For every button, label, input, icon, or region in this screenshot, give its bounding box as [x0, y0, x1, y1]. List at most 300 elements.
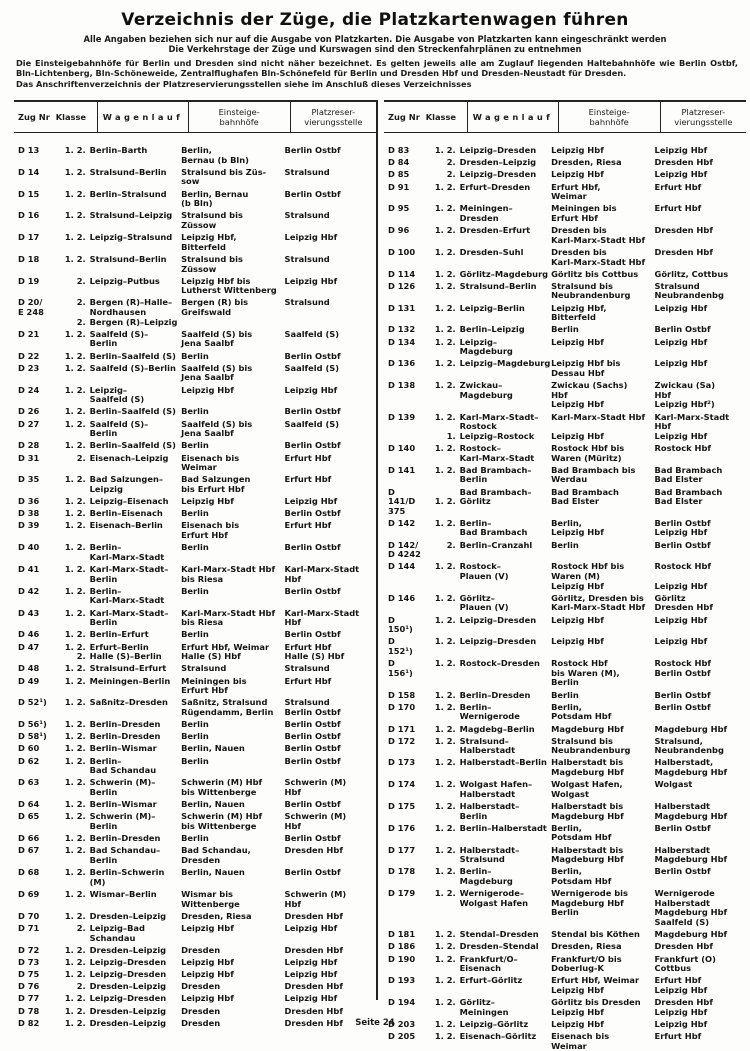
- header-einsteigebahnhoefe: Einsteige- bahnhöfe: [188, 102, 290, 132]
- cell-einsteigebahnhoefe: Meiningen bis Erfurt Hbf: [551, 203, 617, 223]
- cell-klasse: 1. 2.: [434, 888, 456, 899]
- cell-klasse: 1. 2.: [64, 1005, 86, 1016]
- cell-wagenlauf: Karl-Marx-Stadt– Rostock Leipzig–Rostock: [459, 411, 539, 441]
- cell-klasse: 1. 2.: [434, 302, 456, 313]
- cell-zug-nr: D 14: [18, 166, 40, 177]
- cell-klasse: 2.: [446, 157, 456, 168]
- cell-klasse: 1. 2.: [64, 629, 86, 640]
- cell-wagenlauf: Dresden–Leipzig: [89, 981, 167, 992]
- table-row: [384, 998, 746, 1017]
- cell-klasse: 1. 2. 1.: [434, 411, 456, 441]
- cell-zug-nr: D 146: [388, 592, 416, 603]
- cell-platzreservierungsstelle: Stralsund Neubrandenbg: [654, 280, 724, 301]
- cell-klasse: 1. 2.: [434, 941, 456, 952]
- table-row: [384, 976, 746, 995]
- cell-platzreservierungsstelle: Zwickau (Sa) Hbf Leipzig Hbf²): [654, 380, 716, 410]
- cell-einsteigebahnhoefe: Dresden bis Karl-Marx-Stadt Hbf: [551, 246, 646, 267]
- cell-platzreservierungsstelle: Erfurt Hbf: [654, 181, 702, 192]
- cell-zug-nr: D 35: [18, 474, 40, 485]
- table-row: [384, 659, 746, 688]
- cell-einsteigebahnhoefe: Dresden: [181, 944, 221, 955]
- table-row: [384, 170, 746, 180]
- table-row: [14, 407, 376, 417]
- cell-einsteigebahnhoefe: Leipzig Hbf: [551, 636, 604, 647]
- cell-zug-nr: D 77: [18, 993, 40, 1004]
- table-row: [14, 609, 376, 628]
- cell-klasse: 1. 2.: [64, 328, 86, 339]
- cell-platzreservierungsstelle: Saalfeld (S): [284, 362, 340, 373]
- cell-klasse: 1. 2.: [434, 735, 456, 746]
- cell-platzreservierungsstelle: Leipzig Hbf: [284, 993, 338, 1004]
- cell-zug-nr: D 23: [18, 362, 40, 373]
- cell-zug-nr: D 193: [388, 975, 416, 986]
- cell-zug-nr: D 56¹): [18, 719, 47, 730]
- cell-zug-nr: D 75: [18, 969, 40, 980]
- cell-wagenlauf: Stralsund–Leipzig: [89, 210, 173, 221]
- cell-zug-nr: D 69: [18, 888, 40, 899]
- cell-klasse: 1. 2.: [434, 268, 456, 279]
- cell-klasse: 1. 2.: [64, 675, 86, 686]
- table-row: [14, 890, 376, 909]
- cell-platzreservierungsstelle: Leipzig Hbf: [284, 496, 338, 507]
- table-row: [14, 497, 376, 507]
- cell-platzreservierungsstelle: Leipzig Hbf: [654, 1018, 708, 1029]
- cell-einsteigebahnhoefe: Berlin: [551, 539, 579, 550]
- cell-klasse: 1. 2.: [434, 844, 456, 855]
- cell-einsteigebahnhoefe: Dresden, Riesa: [181, 910, 252, 921]
- cell-klasse: 1. 2.: [64, 993, 86, 1004]
- cell-platzreservierungsstelle: Dresden Hbf Leipzig Hbf: [654, 997, 713, 1017]
- cell-einsteigebahnhoefe: Berlin: [181, 585, 209, 596]
- cell-zug-nr: D 186: [388, 941, 416, 952]
- cell-klasse: 1. 2.: [64, 755, 86, 766]
- cell-wagenlauf: Berlin–Dresden: [89, 719, 161, 730]
- cell-platzreservierungsstelle: Leipzig Hbf: [654, 336, 708, 347]
- cell-zug-nr: D 95: [388, 203, 410, 214]
- cell-wagenlauf: Saalfeld (S)– Berlin: [89, 418, 149, 439]
- cell-wagenlauf: Meiningen– Dresden: [459, 203, 513, 223]
- cell-klasse: 1. 2.: [64, 520, 86, 531]
- cell-einsteigebahnhoefe: Stendal bis Köthen: [551, 929, 640, 940]
- cell-einsteigebahnhoefe: Leipzig Hbf bis Lutherst Wittenberg: [181, 275, 277, 296]
- cell-einsteigebahnhoefe: Dresden: [181, 981, 221, 992]
- cell-wagenlauf: Meiningen–Berlin: [89, 675, 171, 686]
- cell-klasse: 1. 2.: [64, 210, 86, 221]
- table-row: [14, 643, 376, 662]
- cell-wagenlauf: Magdebg–Berlin: [459, 723, 535, 734]
- cell-platzreservierungsstelle: Leipzig Hbf: [654, 145, 708, 155]
- cell-klasse: 1. 2.: [64, 440, 86, 451]
- table-row: [14, 277, 376, 296]
- table-row: [384, 146, 746, 156]
- cell-zug-nr: D 144: [388, 561, 416, 572]
- cell-klasse: 1. 2.: [434, 380, 456, 391]
- cell-platzreservierungsstelle: Berlin Ostbf: [284, 755, 341, 766]
- cell-wagenlauf: Berlin–Dresden: [459, 689, 531, 700]
- cell-wagenlauf: Leipzig–Magdeburg: [459, 358, 551, 369]
- table-row: [14, 970, 376, 980]
- table-row: [14, 698, 376, 717]
- cell-wagenlauf: Berlin–Saalfeld (S): [89, 406, 176, 417]
- cell-klasse: 2.: [446, 169, 456, 180]
- table-row: [384, 942, 746, 952]
- cell-einsteigebahnhoefe: Berlin: [551, 324, 579, 335]
- cell-klasse: 2.: [76, 981, 86, 992]
- cell-wagenlauf: Leipzig–Bad Schandau: [89, 922, 145, 943]
- cell-einsteigebahnhoefe: Dresden: [181, 1017, 221, 1028]
- cell-zug-nr: D 158: [388, 689, 416, 700]
- cell-wagenlauf: Berlin–Eisenach: [89, 508, 163, 519]
- cell-wagenlauf: Leipzig–Putbus: [89, 275, 160, 286]
- cell-klasse: 1. 2.: [434, 997, 456, 1008]
- cell-klasse: 1. 2.: [434, 929, 456, 940]
- table-row: [14, 420, 376, 439]
- cell-einsteigebahnhoefe: Dresden: [181, 1005, 221, 1016]
- cell-wagenlauf: Berlin–Saalfeld (S): [89, 350, 176, 361]
- cell-platzreservierungsstelle: Berlin Ostbf: [654, 539, 711, 550]
- cell-klasse: 1. 2.: [64, 362, 86, 373]
- table-row: [384, 703, 746, 722]
- cell-klasse: 1. 2.: [64, 944, 86, 955]
- table-body: [384, 133, 746, 1051]
- cell-wagenlauf: Eisenach–Berlin: [89, 520, 163, 531]
- cell-platzreservierungsstelle: Dresden Hbf: [654, 246, 713, 257]
- cell-klasse: 1. 2.: [434, 779, 456, 790]
- table-row: [384, 594, 746, 613]
- cell-wagenlauf: Halberstadt– Berlin: [459, 801, 520, 821]
- subtitle-1: Alle Angaben beziehen sich nur auf die Ausgabe von Platzkarten. Die Ausgabe von Platzkarten kann eingeschränkt werden: [83, 34, 667, 44]
- cell-wagenlauf: Wernigerode– Wolgast Hafen: [459, 888, 529, 908]
- cell-zug-nr: D 173: [388, 757, 416, 768]
- cell-wagenlauf: Dresden–Stendal: [459, 941, 539, 952]
- cell-klasse: 1. 2.: [434, 280, 456, 291]
- table-row: [14, 587, 376, 606]
- header-wagenlauf: Wagenlauf: [97, 102, 187, 132]
- cell-wagenlauf: Saalfeld (S)– Berlin: [89, 328, 149, 349]
- cell-wagenlauf: Berlin–Cranzahl: [459, 539, 533, 550]
- cell-einsteigebahnhoefe: Leipzig Hbf, Bitterfeld: [181, 232, 237, 252]
- cell-zug-nr: D 142/ D 4242: [388, 539, 421, 560]
- cell-wagenlauf: Berlin–Erfurt: [89, 629, 149, 640]
- table-row: [14, 441, 376, 451]
- cell-platzreservierungsstelle: Berlin Ostbf: [284, 799, 341, 810]
- cell-klasse: 1. 2.: [64, 910, 86, 921]
- cell-klasse: 1. 2.: [64, 145, 86, 155]
- cell-platzreservierungsstelle: Wernigerode Halberstadt Magdeburg Hbf Saalfeld (S): [654, 888, 728, 927]
- cell-platzreservierungsstelle: Görlitz, Cottbus: [654, 268, 729, 279]
- cell-klasse: 1. 2.: [64, 232, 86, 243]
- cell-platzreservierungsstelle: Stralsund: [284, 297, 330, 308]
- cell-einsteigebahnhoefe: Leipzig Hbf: [181, 993, 234, 1004]
- cell-platzreservierungsstelle: Dresden Hbf: [654, 225, 713, 236]
- cell-zug-nr: D 68: [18, 867, 40, 878]
- cell-zug-nr: D 178: [388, 866, 416, 877]
- cell-zug-nr: D 82: [18, 1017, 40, 1028]
- cell-einsteigebahnhoefe: Halberstadt bis Magdeburg Hbf: [551, 801, 624, 821]
- cell-wagenlauf: Bad Brambach– Berlin: [459, 464, 532, 485]
- cell-platzreservierungsstelle: Dresden Hbf: [284, 981, 343, 992]
- cell-platzreservierungsstelle: Rostock Hbf: [654, 442, 712, 453]
- cell-zug-nr: D 132: [388, 324, 416, 335]
- table-body: [14, 133, 376, 1028]
- cell-einsteigebahnhoefe: Bad Salzungen bis Erfurt Hbf: [181, 474, 251, 494]
- cell-platzreservierungsstelle: Schwerin (M) Hbf: [284, 777, 347, 798]
- table-row: [14, 868, 376, 887]
- cell-wagenlauf: Berlin–Saalfeld (S): [89, 440, 176, 451]
- table-row: [384, 562, 746, 591]
- table-row: [14, 521, 376, 540]
- cell-zug-nr: D 136: [388, 358, 416, 369]
- cell-platzreservierungsstelle: Berlin Ostbf: [284, 440, 341, 451]
- table-row: [14, 924, 376, 943]
- cell-platzreservierungsstelle: Dresden Hbf: [284, 845, 343, 856]
- cell-zug-nr: D 52¹): [18, 697, 47, 708]
- table-row: [14, 846, 376, 865]
- cell-einsteigebahnhoefe: Leipzig Hbf: [551, 169, 604, 180]
- cell-klasse: 1. 2.: [64, 166, 86, 177]
- cell-wagenlauf: Bad Salzungen– Leipzig: [89, 474, 164, 494]
- cell-klasse: 1. 2.: [434, 336, 456, 347]
- cell-zug-nr: D 156¹): [388, 658, 413, 678]
- cell-wagenlauf: Karl-Marx-Stadt– Berlin: [89, 607, 169, 628]
- cell-platzreservierungsstelle: Berlin Ostbf: [284, 508, 341, 519]
- cell-einsteigebahnhoefe: Eisenach bis Erfurt Hbf: [181, 520, 240, 541]
- cell-klasse: 1. 2.: [64, 508, 86, 519]
- cell-einsteigebahnhoefe: Leipzig Hbf bis Dessau Hbf: [551, 358, 621, 378]
- cell-klasse: 1. 2.: [434, 145, 456, 155]
- cell-zug-nr: D 190: [388, 953, 416, 964]
- note-anschriftenverzeichnis: Das Anschriftenverzeichnis der Platzreservierungsstellen siehe im Anschluß dieses Verzeichnisses: [16, 79, 472, 89]
- header-einsteigebahnhoefe: Einsteige- bahnhöfe: [558, 102, 660, 132]
- cell-platzreservierungsstelle: Berlin Ostbf: [284, 833, 341, 844]
- cell-platzreservierungsstelle: Saalfeld (S): [284, 328, 340, 339]
- table-row: [14, 386, 376, 405]
- table-row: [14, 330, 376, 349]
- cell-platzreservierungsstelle: Dresden Hbf: [654, 157, 713, 168]
- cell-platzreservierungsstelle: Stralsund: [284, 166, 330, 177]
- cell-einsteigebahnhoefe: Berlin, Potsdam Hbf: [551, 701, 612, 722]
- cell-zug-nr: D 131: [388, 302, 416, 313]
- cell-einsteigebahnhoefe: Berlin, Nauen: [181, 799, 245, 810]
- cell-wagenlauf: Stralsund–Berlin: [89, 253, 167, 264]
- cell-zug-nr: D 24: [18, 384, 40, 395]
- cell-zug-nr: D 16: [18, 210, 40, 221]
- table-row: [384, 955, 746, 974]
- cell-einsteigebahnhoefe: Berlin: [181, 440, 209, 451]
- table-row: [384, 413, 746, 442]
- cell-platzreservierungsstelle: Berlin Ostbf: [654, 866, 711, 877]
- cell-einsteigebahnhoefe: Saßnitz, Stralsund Rügendamm, Berlin: [181, 697, 274, 717]
- cell-zug-nr: D 91: [388, 181, 410, 192]
- cell-platzreservierungsstelle: Erfurt Hbf Halle (S) Hbf: [284, 641, 345, 662]
- cell-zug-nr: D 48: [18, 663, 40, 674]
- cell-zug-nr: D 73: [18, 956, 40, 967]
- table-header: [384, 102, 746, 133]
- table-row: [384, 304, 746, 323]
- cell-einsteigebahnhoefe: Bergen (R) bis Greifswald: [181, 297, 249, 318]
- cell-wagenlauf: Leipzig–Eisenach: [89, 496, 169, 507]
- cell-zug-nr: D 58¹): [18, 731, 47, 742]
- cell-einsteigebahnhoefe: Berlin: [181, 542, 209, 553]
- cell-zug-nr: D 47: [18, 641, 40, 652]
- cell-wagenlauf: Schwerin (M)– Berlin: [89, 811, 156, 831]
- cell-klasse: 1. 2.: [434, 723, 456, 734]
- cell-wagenlauf: Leipzig–Dresden: [459, 614, 537, 625]
- cell-klasse: 1. 2.: [434, 464, 456, 475]
- cell-wagenlauf: Schwerin (M)– Berlin: [89, 777, 156, 798]
- cell-einsteigebahnhoefe: Berlin: [181, 719, 209, 730]
- cell-platzreservierungsstelle: Erfurt Hbf: [284, 520, 332, 531]
- cell-wagenlauf: Erfurt–Dresden: [459, 181, 531, 192]
- cell-zug-nr: D 126: [388, 280, 416, 291]
- cell-klasse: 1. 2.: [434, 636, 456, 647]
- cell-platzreservierungsstelle: Erfurt Hbf: [284, 474, 332, 485]
- table-row: [14, 664, 376, 674]
- header-klasse: Klasse: [425, 112, 457, 122]
- table-row: [14, 912, 376, 922]
- cell-klasse: 1. 2.: [64, 188, 86, 199]
- cell-klasse: 1. 2.: [434, 246, 456, 257]
- cell-wagenlauf: Erfurt–Berlin Halle (S)–Berlin: [89, 641, 162, 662]
- cell-zug-nr: D 19: [18, 275, 40, 286]
- cell-platzreservierungsstelle: Leipzig Hbf: [654, 358, 708, 369]
- cell-einsteigebahnhoefe: Berlin: [181, 508, 209, 519]
- cell-einsteigebahnhoefe: Leipzig Hbf: [551, 1018, 604, 1029]
- cell-einsteigebahnhoefe: Saalfeld (S) bis Jena Saalbf: [181, 362, 253, 383]
- cell-einsteigebahnhoefe: Wolgast Hafen, Wolgast: [551, 779, 623, 799]
- cell-wagenlauf: Dresden–Suhl: [459, 246, 524, 257]
- subtitle-2: Die Verkehrstage der Züge und Kurswagen sind den Streckenfahrplänen zu entnehmen: [168, 44, 582, 54]
- cell-einsteigebahnhoefe: Frankfurt/O bis Doberlug-K: [551, 953, 622, 974]
- cell-einsteigebahnhoefe: Leipzig Hbf: [551, 336, 604, 347]
- table-row: [384, 444, 746, 463]
- cell-zug-nr: D 42: [18, 585, 40, 596]
- cell-platzreservierungsstelle: Leipzig Hbf: [284, 384, 338, 395]
- cell-zug-nr: D 141: [388, 464, 416, 475]
- cell-einsteigebahnhoefe: Schwerin (M) Hbf bis Wittenberge: [181, 777, 263, 798]
- cell-zug-nr: D 62: [18, 755, 40, 766]
- cell-klasse: 1. 2.: [434, 953, 456, 964]
- cell-einsteigebahnhoefe: Wernigerode bis Magdeburg Hbf Berlin: [551, 888, 628, 918]
- page-number: Seite 24: [355, 1018, 395, 1028]
- table-row: [14, 732, 376, 742]
- cell-platzreservierungsstelle: Dresden Hbf: [284, 1017, 343, 1028]
- cell-klasse: 1. 2.: [434, 1031, 456, 1042]
- cell-platzreservierungsstelle: Berlin Ostbf: [284, 145, 341, 155]
- cell-platzreservierungsstelle: Schwerin (M) Hbf: [284, 811, 347, 831]
- cell-wagenlauf: Dresden–Leipzig: [459, 157, 537, 168]
- table-row: [14, 565, 376, 584]
- cell-zug-nr: D 172: [388, 735, 416, 746]
- cell-einsteigebahnhoefe: Karl-Marx-Stadt Hbf bis Riesa: [181, 607, 276, 628]
- cell-wagenlauf: Bad Schandau– Berlin: [89, 845, 161, 865]
- cell-zug-nr: D 31: [18, 452, 40, 463]
- table-row: [384, 270, 746, 280]
- cell-wagenlauf: Berlin–Schwerin (M): [89, 867, 165, 887]
- cell-klasse: 1. 2.: [64, 867, 86, 878]
- cell-wagenlauf: Rostock–Dresden: [459, 658, 540, 669]
- cell-einsteigebahnhoefe: Görlitz, Dresden bis Karl-Marx-Stadt Hbf: [551, 592, 646, 613]
- cell-platzreservierungsstelle: Berlin Ostbf Leipzig Hbf: [654, 517, 711, 538]
- cell-platzreservierungsstelle: Berlin Ostbf: [284, 350, 341, 361]
- header-klasse: Klasse: [55, 112, 87, 122]
- cell-platzreservierungsstelle: Berlin Ostbf: [284, 585, 341, 596]
- cell-zug-nr: D 46: [18, 629, 40, 640]
- cell-zug-nr: D 138: [388, 380, 416, 391]
- cell-wagenlauf: Leipzig–Berlin: [459, 302, 525, 313]
- cell-zug-nr: D 83: [388, 145, 410, 155]
- cell-klasse: 1. 2.: [434, 358, 456, 369]
- table-row: [384, 889, 746, 927]
- cell-zug-nr: D 64: [18, 799, 40, 810]
- cell-platzreservierungsstelle: Berlin Ostbf: [284, 867, 341, 878]
- cell-wagenlauf: Dresden–Leipzig: [89, 1005, 167, 1016]
- cell-einsteigebahnhoefe: Dresden bis Karl-Marx-Stadt Hbf: [551, 225, 646, 245]
- cell-klasse: 1. 2.: [434, 614, 456, 625]
- cell-klasse: 2. 2.: [76, 297, 86, 327]
- cell-zug-nr: D 175: [388, 801, 416, 812]
- table-row: [384, 930, 746, 940]
- cell-zug-nr: D 84: [388, 157, 410, 168]
- cell-klasse: 1. 2.: [64, 743, 86, 754]
- cell-zug-nr: D 70: [18, 910, 40, 921]
- table-row: [14, 364, 376, 383]
- cell-zug-nr: D 26: [18, 406, 40, 417]
- cell-zug-nr: D 203: [388, 1018, 416, 1029]
- cell-einsteigebahnhoefe: Stralsund bis Züssow: [181, 210, 243, 230]
- cell-einsteigebahnhoefe: Magdeburg Hbf: [551, 723, 624, 734]
- cell-wagenlauf: Berlin–Halberstadt: [459, 822, 547, 833]
- cell-klasse: 1. 2.: [64, 384, 86, 395]
- table-row: [14, 298, 376, 327]
- cell-platzreservierungsstelle: Leipzig Hbf: [284, 956, 338, 967]
- table-row: [384, 541, 746, 560]
- cell-einsteigebahnhoefe: Berlin, Nauen: [181, 743, 245, 754]
- cell-einsteigebahnhoefe: Rostock Hbf bis Waren (M), Berlin: [551, 658, 620, 688]
- cell-wagenlauf: Rostock– Plauen (V): [459, 561, 509, 582]
- cell-platzreservierungsstelle: Leipzig Hbf: [654, 169, 708, 180]
- cell-wagenlauf: Leipzig–Dresden: [89, 956, 167, 967]
- cell-einsteigebahnhoefe: Leipzig Hbf: [551, 145, 604, 155]
- cell-einsteigebahnhoefe: Berlin, Potsdam Hbf: [551, 822, 612, 843]
- cell-platzreservierungsstelle: Berlin Ostbf: [284, 719, 341, 730]
- cell-platzreservierungsstelle: Schwerin (M) Hbf: [284, 888, 347, 909]
- cell-wagenlauf: Leipzig–Stralsund: [89, 232, 173, 243]
- cell-einsteigebahnhoefe: Berlin: [181, 629, 209, 640]
- cell-wagenlauf: Berlin– Magdeburg: [459, 866, 513, 886]
- cell-wagenlauf: Berlin– Karl-Marx-Stadt: [89, 542, 165, 562]
- cell-klasse: 1. 2.: [64, 585, 86, 596]
- cell-wagenlauf: Leipzig–Dresden: [459, 145, 537, 155]
- cell-einsteigebahnhoefe: Bad Brambach bis Werdau: [551, 464, 636, 485]
- cell-platzreservierungsstelle: Stralsund, Neubrandenbg: [654, 735, 724, 756]
- cell-platzreservierungsstelle: Stralsund: [284, 210, 330, 221]
- cell-wagenlauf: Dresden–Erfurt: [459, 225, 531, 236]
- cell-platzreservierungsstelle: Halberstadt Magdeburg Hbf: [654, 844, 728, 865]
- cell-einsteigebahnhoefe: Berlin: [181, 833, 209, 844]
- cell-klasse: 1. 2.: [64, 406, 86, 417]
- cell-einsteigebahnhoefe: Erfurt Hbf, Weimar Leipzig Hbf: [551, 975, 640, 995]
- cell-platzreservierungsstelle: Magdeburg Hbf: [654, 929, 728, 940]
- cell-wagenlauf: Leipzig–Dresden: [459, 636, 537, 647]
- cell-einsteigebahnhoefe: Meiningen bis Erfurt Hbf: [181, 675, 247, 696]
- cell-wagenlauf: Karl-Marx-Stadt– Berlin: [89, 564, 169, 584]
- cell-klasse: 1. 2.: [434, 496, 456, 507]
- table-row: [384, 282, 746, 301]
- cell-wagenlauf: Stendal–Dresden: [459, 929, 539, 940]
- cell-klasse: 2.: [446, 539, 456, 550]
- cell-wagenlauf: Leipzig–Dresden: [459, 169, 537, 180]
